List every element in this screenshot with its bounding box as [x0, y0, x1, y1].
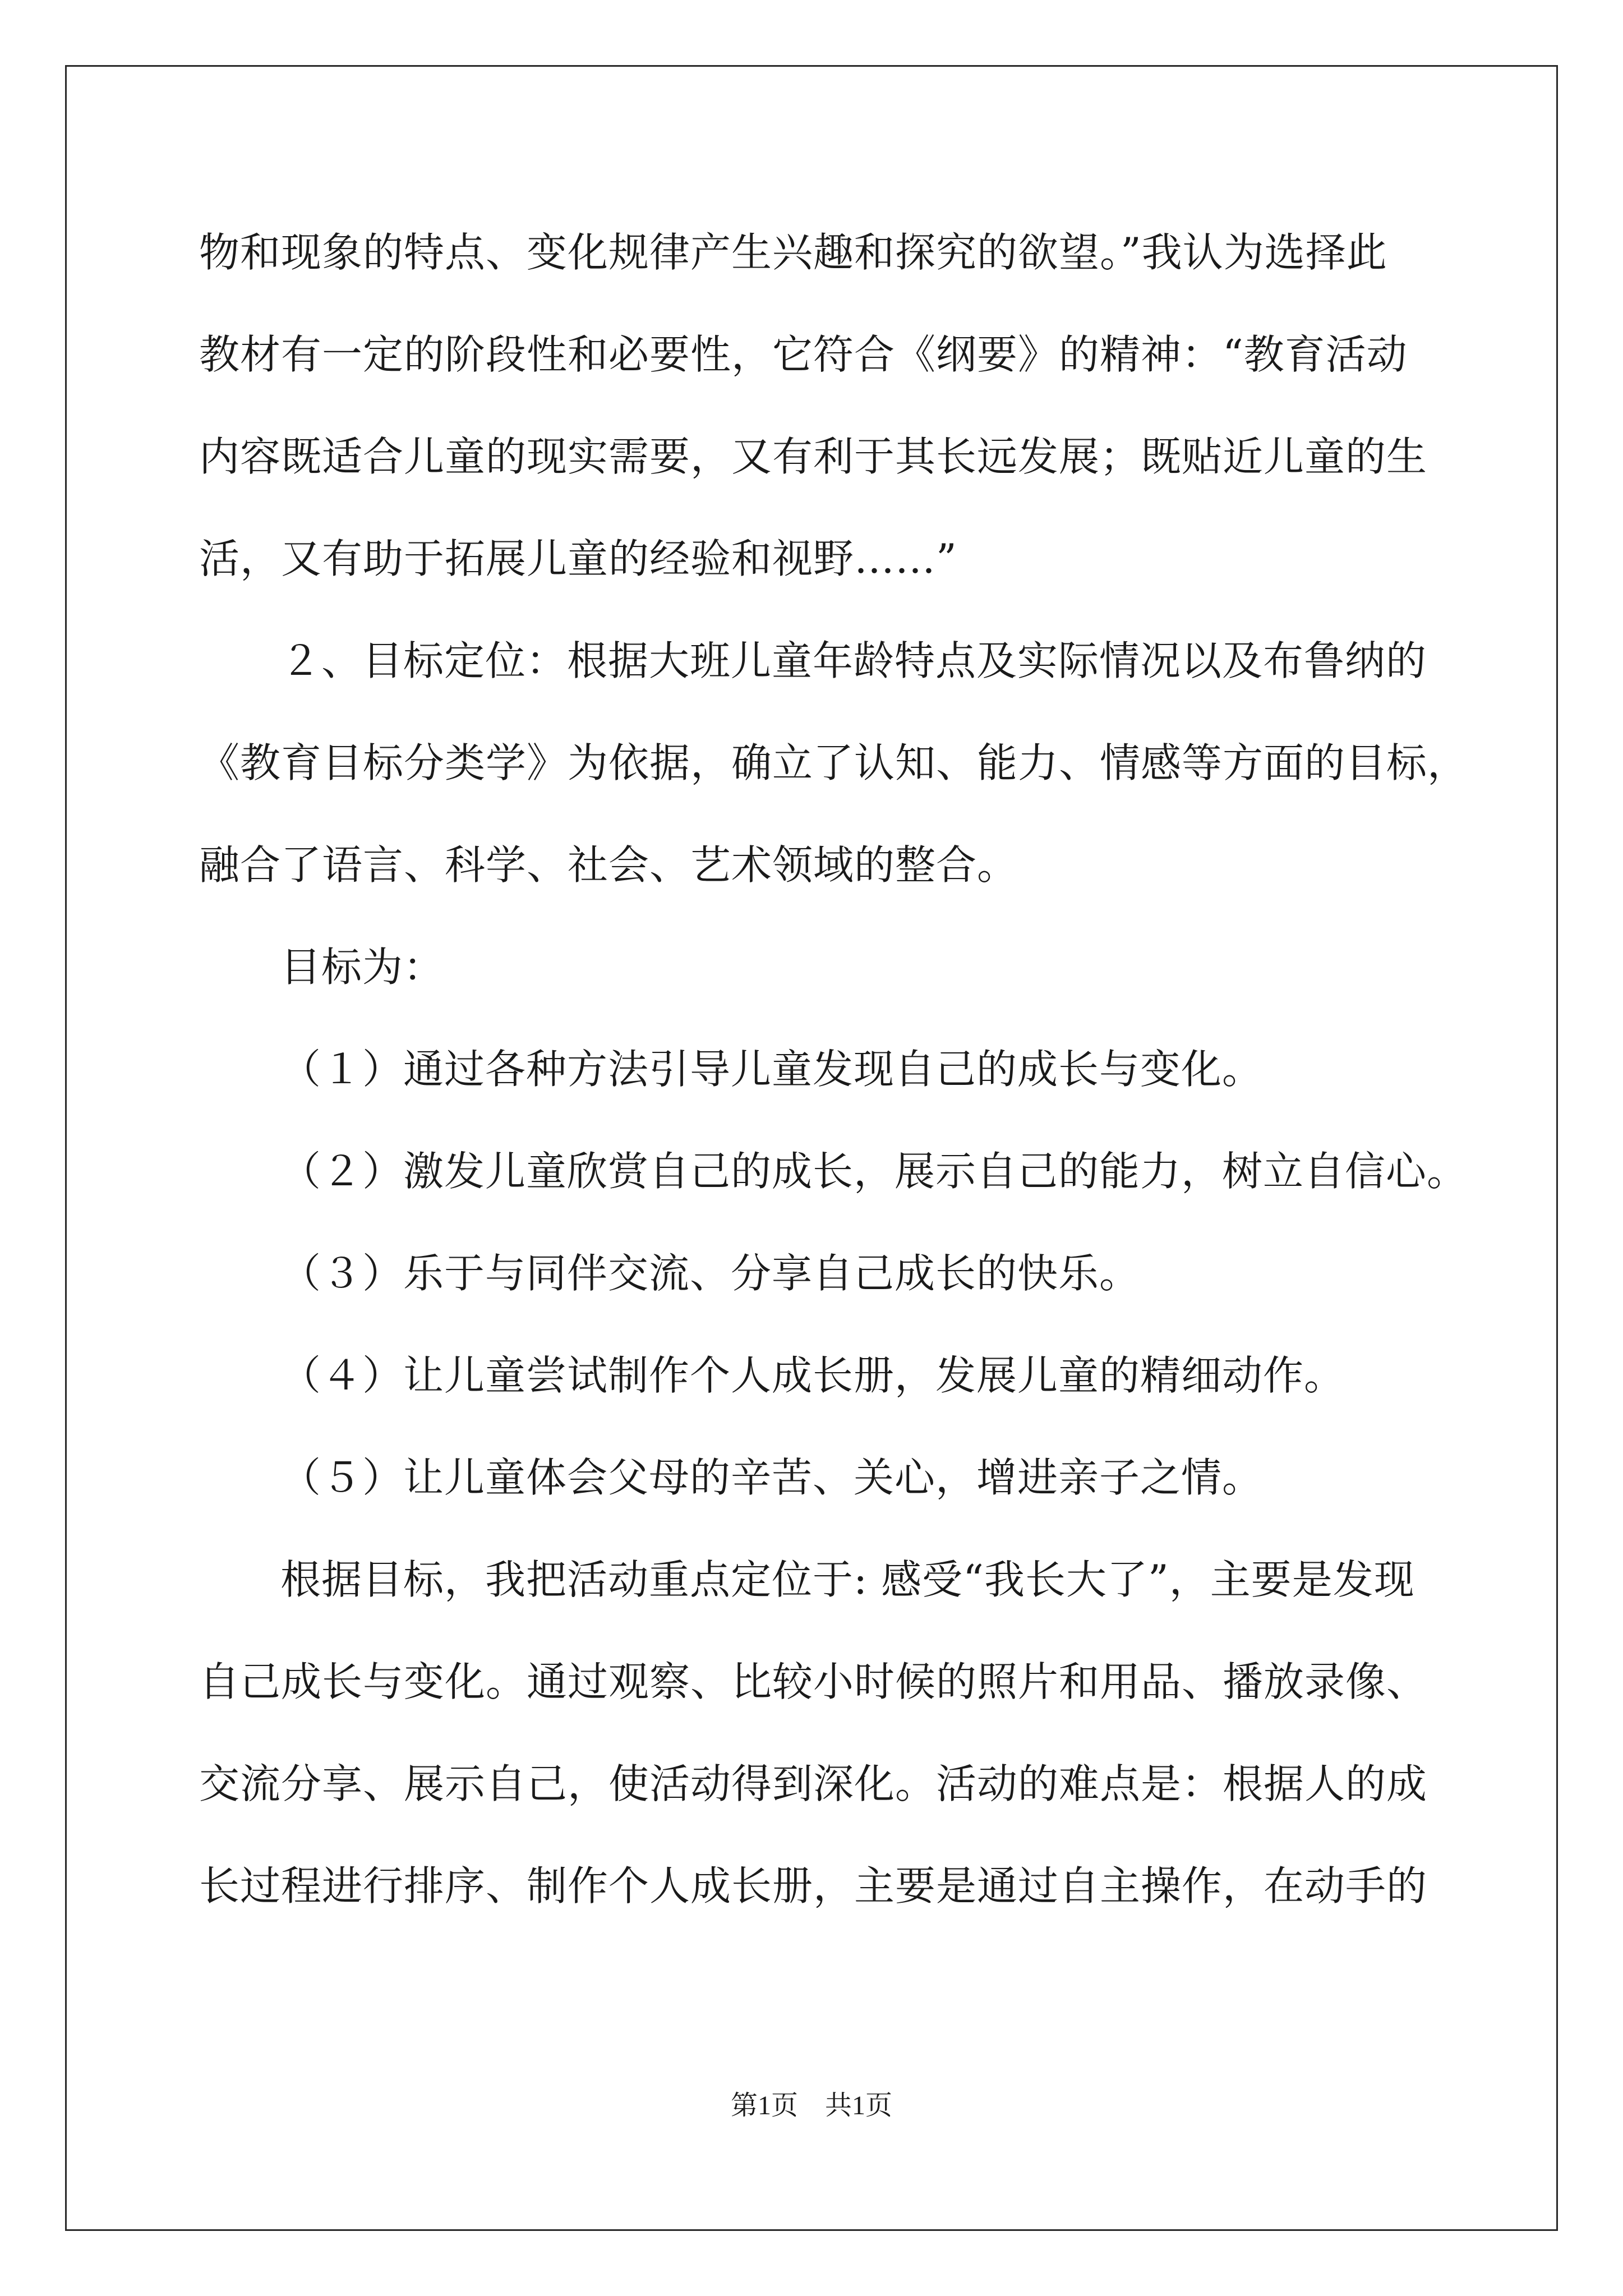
paragraph-line-16: 交流分享、展示自己，使活动得到深化。活动的难点是：根据人的成 — [199, 1760, 1428, 1807]
goal-item-5: （５）让儿童体会父母的辛苦、关心，增进亲子之情。 — [280, 1454, 1264, 1501]
paragraph-line-1: 物和现象的特点、变化规律产生兴趣和探究的欲望。”我认为选择此 — [199, 229, 1387, 276]
paragraph-line-4: 活，又有助于拓展儿童的经验和视野……” — [199, 535, 957, 582]
paragraph-line-8: 目标为： — [280, 944, 445, 991]
goal-item-3: （３）乐于与同伴交流、分享自己成长的快乐。 — [280, 1250, 1141, 1297]
paragraph-line-15: 自己成长与变化。通过观察、比较小时候的照片和用品、播放录像、 — [199, 1658, 1428, 1705]
page-number: 第1页 — [730, 2091, 798, 2120]
goal-item-1: （１）通过各种方法引导儿童发现自己的成长与变化。 — [280, 1046, 1264, 1093]
paragraph-line-2: 教材有一定的阶段性和必要性，它符合《纲要》的精神：“教育活动 — [199, 331, 1408, 378]
paragraph-line-17: 长过程进行排序、制作个人成长册，主要是通过自主操作，在动手的 — [199, 1862, 1428, 1910]
paragraph-line-7: 融合了语言、科学、社会、艺术领域的整合。 — [199, 841, 1018, 889]
goal-item-4: （４）让儿童尝试制作个人成长册，发展儿童的精细动作。 — [280, 1352, 1345, 1399]
page-footer — [0, 2089, 1623, 2123]
paragraph-line-14: 根据目标，我把活动重点定位于: 感受“我长大了”，主要是发现 — [280, 1556, 1415, 1603]
paragraph-line-6: 《教育目标分类学》为依据，确立了认知、能力、情感等方面的目标， — [199, 739, 1469, 786]
paragraph-line-5: ２、目标定位：根据大班儿童年龄特点及实际情况以及布鲁纳的 — [280, 637, 1427, 684]
page-total: 共1页 — [825, 2091, 893, 2120]
paragraph-line-3: 内容既适合儿童的现实需要，又有利于其长远发展；既贴近儿童的生 — [199, 433, 1428, 480]
goal-item-2: （２）激发儿童欣赏自己的成长，展示自己的能力，树立自信心。 — [280, 1148, 1468, 1195]
